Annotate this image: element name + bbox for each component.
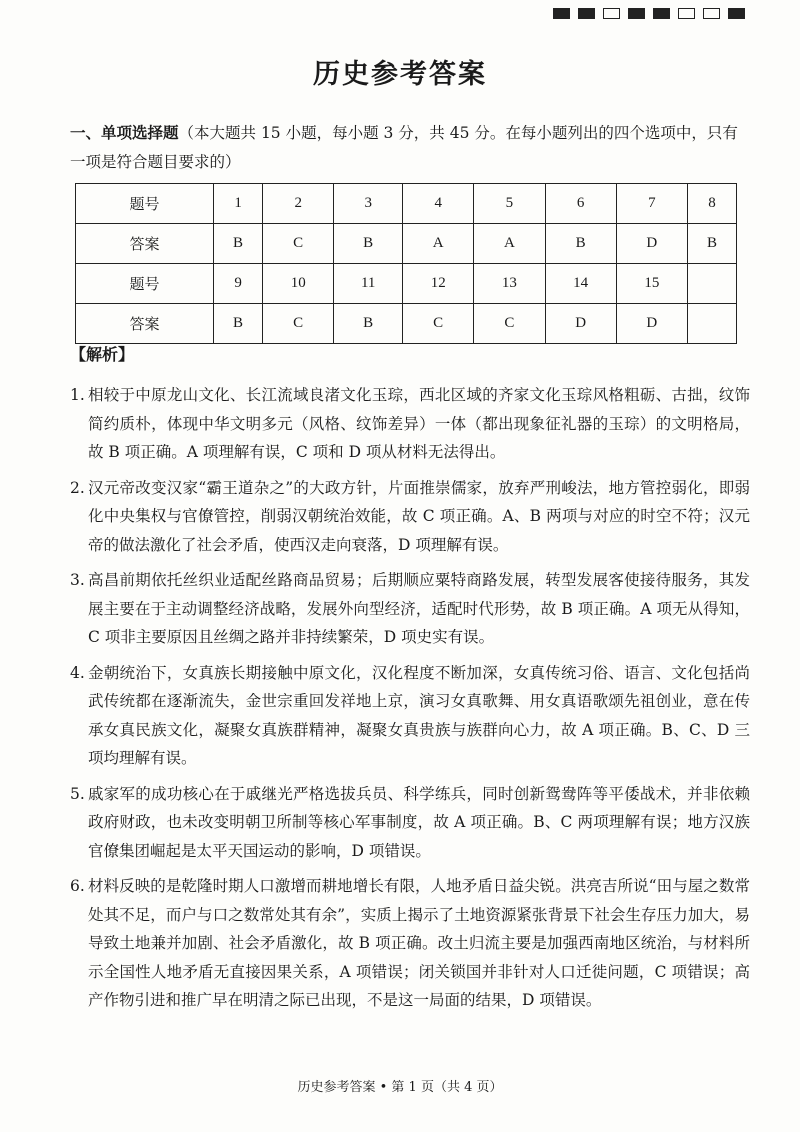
table-cell: C [263,304,334,344]
page-title: 历史参考答案 [313,59,487,90]
analysis-item-text: 高昌前期依托丝织业适配丝路商品贸易；后期顺应粟特商路发展，转型发展客使接待服务，其发展主要在于主动调整经济战略，发展外向型经济，适配时代形势，故 B 项正确。A 项无从得知，C 项非主要原因且丝绸之路并非持续繁荣，D 项史实有误。 [88,571,750,646]
table-cell: 15 [616,264,687,304]
table-cell: C [263,224,334,264]
registration-mark-filled [553,8,570,19]
analysis-item-text: 相较于中原龙山文化、长江流域良渚文化玉琮，西北区域的齐家文化玉琮风格粗砺、古拙，纹饰简约质朴，体现中华文明多元（风格、纹饰差异）一体（都出现象征礼器的玉琮）的文明格局，故 B 项正确。A 项理解有误，C 项和 D 项从材料无法得出。 [88,386,750,461]
section-heading: 一、单项选择题 [70,123,179,142]
table-row-header: 题号 [76,184,214,224]
section-instruction: （本大题共 15 小题，每小题 3 分，共 45 分。在每小题列出的四个选项中，只有一项是符合题目要求的） [70,124,738,171]
analysis-item [70,474,750,560]
analysis-item-text: 材料反映的是乾隆时期人口激增而耕地增长有限，人地矛盾日益尖锐。洪亮吉所说“田与屋之数常处其不足，而户与口之数常处其有余”，实质上揭示了土地资源紧张背景下社会生存压力加大，易导致土地兼并加剧、社会矛盾激化，故 B 项正确。改土归流主要是加强西南地区统治，与材料所示全国性人地矛盾无直接因果关系，A 项错误；闭关锁国并非针对人口迁徙问题，C 项错误；高产作物引进和推广早在明清之际已出现，不是这一局面的结果，D 项错误。 [88,877,750,1009]
table-cell: C [403,304,474,344]
table-cell: D [545,304,616,344]
registration-mark-filled [578,8,595,19]
table-cell: 4 [403,184,474,224]
table-cell: 12 [403,264,474,304]
table-cell: A [474,224,545,264]
table-cell: A [403,224,474,264]
table-cell: D [616,224,687,264]
table-row-header: 答案 [76,304,214,344]
table-cell: 11 [334,264,403,304]
table-row [76,224,737,264]
analysis-item-number: 2. [70,478,85,497]
analysis-item-text: 汉元帝改变汉家“霸王道杂之”的大政方针，片面推崇儒家，放弃严刑峻法，地方管控弱化，即弱化中央集权与官僚管控，削弱汉朝统治效能，故 C 项正确。A、B 两项与对应的时空不符；汉元帝的做法激化了社会矛盾，使西汉走向衰落，D 项理解有误。 [88,478,750,554]
analysis-item [70,780,750,866]
analysis-item [70,381,750,467]
table-cell: 1 [214,184,263,224]
registration-mark-filled [653,8,670,19]
table-row [76,304,737,344]
table-cell: 9 [214,264,263,304]
table-row-header: 答案 [76,224,214,264]
analysis-item-number: 5. [70,784,85,803]
table-cell: 7 [616,184,687,224]
table-cell: 2 [263,184,334,224]
registration-mark-empty [703,8,720,19]
table-cell: 13 [474,264,545,304]
registration-mark-filled [728,8,745,19]
table-cell: 8 [687,184,736,224]
table-cell: 3 [334,184,403,224]
table-row [76,264,737,304]
table-row [76,184,737,224]
table-cell: 6 [545,184,616,224]
registration-mark-filled [628,8,645,19]
analysis-item-number: 1. [70,386,85,404]
analysis-heading: 【解析】 [70,345,135,364]
table-cell: B [545,224,616,264]
table-cell: 5 [474,184,545,224]
analysis-item-text: 金朝统治下，女真族长期接触中原文化，汉化程度不断加深，女真传统习俗、语言、文化包括尚武传统都在逐渐流失，金世宗重回发祥地上京，演习女真歌舞、用女真语歌颂先祖创业，意在传承女真民族文化，凝聚女真族群精神，凝聚女真贵族与族群向心力，故 A 项正确。B、C、D 三项均理解有误。 [88,663,750,767]
analysis-item [70,659,750,773]
table-cell: 10 [263,264,334,304]
section-intro [70,118,750,177]
table-cell [687,304,736,344]
registration-mark-empty [603,8,620,19]
table-cell: B [687,224,736,264]
table-cell: D [616,304,687,344]
analysis-list [70,381,750,1022]
registration-mark-empty [678,8,695,19]
table-cell [687,264,736,304]
analysis-item-number: 4. [70,663,85,682]
table-cell: 14 [545,264,616,304]
table-cell: B [334,224,403,264]
analysis-item-number: 3. [70,571,85,589]
table-row-header: 题号 [76,264,214,304]
table-cell: B [214,224,263,264]
table-cell: B [334,304,403,344]
answer-table [75,183,737,344]
registration-marks [553,8,745,19]
table-cell: C [474,304,545,344]
page-footer: 历史参考答案 • 第 1 页（共 4 页） [297,1080,503,1095]
analysis-item-text: 戚家军的成功核心在于戚继光严格选拔兵员、科学练兵，同时创新鸳鸯阵等平倭战术，并非依赖政府财政，也未改变明朝卫所制等核心军事制度，故 A 项正确。B、C 两项理解有误；地方汉族官僚集团崛起是太平天国运动的影响，D 项错误。 [88,784,750,860]
table-cell: B [214,304,263,344]
analysis-item [70,872,750,1015]
analysis-item [70,566,750,652]
analysis-item-number: 6. [70,877,85,895]
